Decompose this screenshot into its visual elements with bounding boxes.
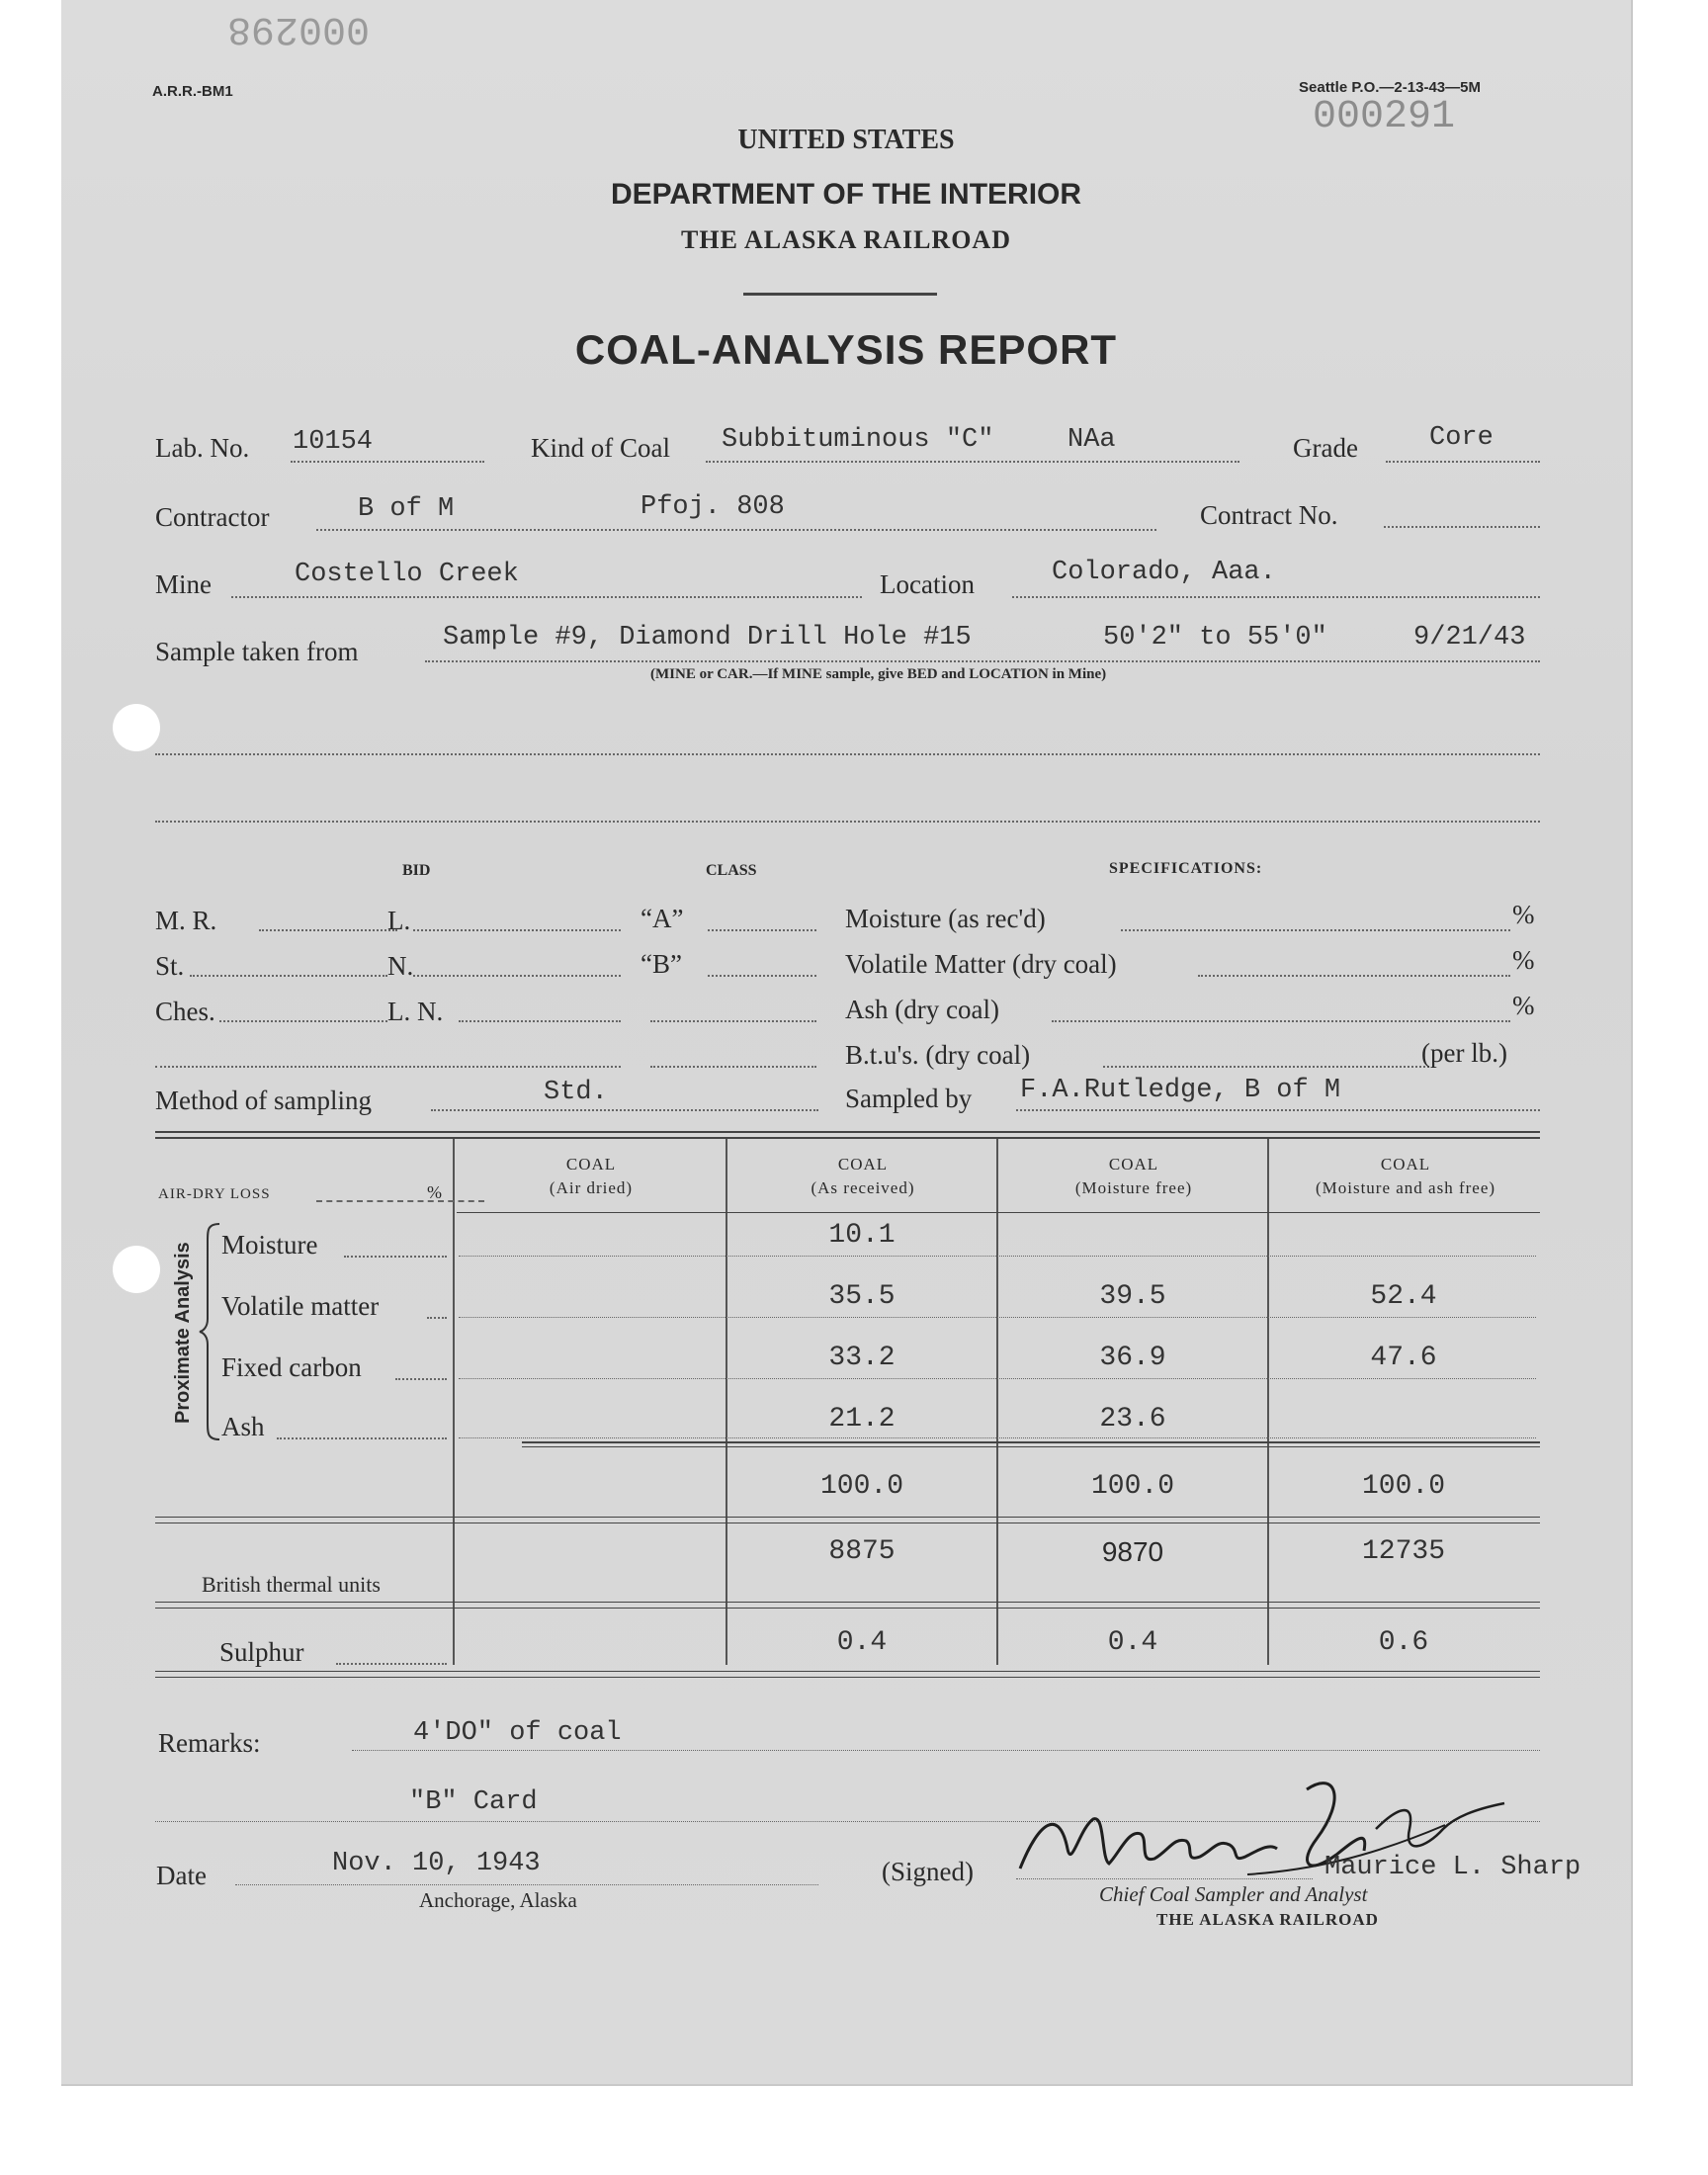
kind-label: Kind of Coal bbox=[531, 433, 670, 463]
contract-no-label: Contract No. bbox=[1200, 500, 1338, 530]
sample-line bbox=[425, 660, 1540, 662]
location-value: Colorado, Aaa. bbox=[1052, 558, 1276, 587]
remarks-label: Remarks: bbox=[158, 1728, 261, 1758]
col-header-moisture-ash-free: COAL (Moisture and ash free) bbox=[1315, 1155, 1496, 1197]
location-label: Location bbox=[880, 569, 975, 599]
kind-extra-value: NAa bbox=[1068, 425, 1116, 455]
signer-typed-name: Maurice L. Sharp bbox=[1324, 1853, 1581, 1882]
signer-title: Chief Coal Sampler and Analyst bbox=[1099, 1882, 1368, 1906]
row-label-line bbox=[277, 1437, 447, 1439]
class-a-label: “A” bbox=[640, 904, 684, 933]
col-header-as-received: COAL (As received) bbox=[811, 1155, 915, 1197]
air-dry-loss-pct: % bbox=[427, 1182, 442, 1202]
date-line bbox=[235, 1884, 818, 1885]
blank-line bbox=[155, 753, 1540, 755]
bid-line bbox=[459, 1020, 621, 1022]
class-b-label: “B” bbox=[640, 949, 682, 979]
row-label-line bbox=[427, 1317, 447, 1319]
lab-no-value: 10154 bbox=[293, 427, 374, 457]
report-sheet: A.R.R.-BM1 Seattle P.O.—2-13-43—5M 000298 000291 UNITED STATES DEPARTMENT OF THE INTERIOR THE ALASKA RAILROAD COAL-ANALYSIS REPORT Lab. No. 10154 Kind of Coal Subbituminous "C" NAa Grade Core Contractor B of M Pfoj. 808 Contract No. Mine Costello Creek Location Colorado, Aaa. Sample taken from Sample #9, Diamond Drill Hole #15 50'2" to 55'0" 9/21/43 (MINE or CAR.—If MINE sample, give BED and LOCATION in Mine) BID CLASS SPECIFICATIONS: M. R. L. “A” St. N. “B” Ches. L. N. Moisture (as rec'd) % Volatile Matter (dry coal) % Ash (dry coal) % B.t.u's. (dry coal) (per lb.) Method of sampling Std. Sampled by F.A.Rutledge, B of M COAL (Air dried) COAL (As received) COAL (Moisture free) COAL (Moisture and ash free) AIR-DRY LOSS % Proximate Analysis Moisture Volatile matter Fixed carbon Ash 10.1 35.5 39.5 52.4 33.2 36.9 47.6 21.2 23.6 100.0 100.0 100.0 8875 9870 12735 British thermal units Sulphur 0.4 0.4 0.6 Remarks: 4'DO" of coal "B" Card Date Nov. 10, 1943 Anchorage, Alaska (Signed) Maurice L. Sharp Chief Coal Sampler and Analyst THE ALASKA RAILROAD bbox=[61, 0, 1633, 2086]
sample-date-value: 9/21/43 bbox=[1413, 623, 1526, 652]
class-line bbox=[708, 929, 816, 931]
proximate-bracket bbox=[198, 1222, 223, 1441]
sampled-by-label: Sampled by bbox=[845, 1084, 973, 1113]
bid-line bbox=[413, 975, 621, 977]
method-label: Method of sampling bbox=[155, 1086, 372, 1115]
class-line bbox=[708, 975, 816, 977]
print-info: Seattle P.O.—2-13-43—5M bbox=[1299, 79, 1481, 96]
cell-btu-moisture-free: 9870 bbox=[1101, 1536, 1164, 1567]
mine-value: Costello Creek bbox=[295, 560, 519, 589]
header-rule bbox=[743, 293, 937, 296]
section-rule bbox=[155, 1517, 1540, 1518]
row-value-line bbox=[459, 1317, 1536, 1318]
cell-total-maf: 100.0 bbox=[1361, 1471, 1445, 1502]
header-line-2: DEPARTMENT OF THE INTERIOR bbox=[610, 178, 1082, 211]
table-col-divider bbox=[726, 1139, 727, 1665]
spec-ash-label: Ash (dry coal) bbox=[845, 995, 999, 1024]
sampled-by-value: F.A.Rutledge, B of M bbox=[1020, 1076, 1341, 1105]
spec-line bbox=[1121, 929, 1510, 931]
header-line-3: THE ALASKA RAILROAD bbox=[681, 225, 1011, 254]
class-line bbox=[650, 1020, 816, 1022]
bid-ln-label: L. N. bbox=[387, 997, 444, 1026]
mine-label: Mine bbox=[155, 569, 212, 599]
stamp-number-top-right: 000291 bbox=[1313, 95, 1456, 139]
sample-note: (MINE or CAR.—If MINE sample, give BED and LOCATION in Mine) bbox=[650, 666, 1107, 682]
location-line bbox=[1012, 596, 1540, 598]
spec-line bbox=[1103, 1066, 1429, 1068]
contract-no-line bbox=[1384, 526, 1540, 528]
spec-btu-label: B.t.u's. (dry coal) bbox=[845, 1040, 1031, 1070]
spec-volatile-label: Volatile Matter (dry coal) bbox=[845, 949, 1117, 979]
pct-sign: % bbox=[1512, 900, 1535, 929]
header-line-1: UNITED STATES bbox=[737, 125, 955, 155]
cell-total-as-received: 100.0 bbox=[819, 1471, 903, 1502]
air-dry-loss-label: AIR-DRY LOSS bbox=[158, 1186, 271, 1202]
air-dry-loss-line bbox=[316, 1200, 484, 1202]
cell-btu-as-received: 8875 bbox=[828, 1536, 896, 1567]
cell-total-moisture-free: 100.0 bbox=[1090, 1471, 1174, 1502]
cell-volatile-maf: 52.4 bbox=[1370, 1281, 1437, 1312]
kind-value: Subbituminous "C" bbox=[722, 425, 994, 455]
remark-2: "B" Card bbox=[409, 1787, 538, 1817]
table-top-rule bbox=[155, 1137, 1540, 1139]
total-rule bbox=[522, 1441, 1540, 1443]
method-value: Std. bbox=[544, 1078, 608, 1107]
cell-fixed-carbon-as-received: 33.2 bbox=[828, 1343, 896, 1373]
row-label-moisture: Moisture bbox=[221, 1230, 318, 1260]
punch-hole bbox=[113, 1246, 160, 1293]
cell-ash-as-received: 21.2 bbox=[828, 1404, 896, 1435]
cell-ash-moisture-free: 23.6 bbox=[1099, 1404, 1166, 1435]
section-rule bbox=[155, 1608, 1540, 1609]
sample-depth-value: 50'2" to 55'0" bbox=[1103, 623, 1327, 652]
table-col-divider bbox=[453, 1139, 455, 1665]
row-label-ash: Ash bbox=[221, 1412, 265, 1441]
cell-volatile-as-received: 35.5 bbox=[828, 1281, 896, 1312]
contractor-label: Contractor bbox=[155, 502, 270, 532]
bid-header: BID bbox=[402, 862, 431, 879]
table-bottom-rule bbox=[155, 1677, 1540, 1678]
table-col-divider bbox=[1267, 1139, 1269, 1665]
method-line bbox=[431, 1109, 818, 1111]
date-label: Date bbox=[156, 1861, 207, 1890]
grade-value: Core bbox=[1429, 423, 1494, 453]
table-top-rule bbox=[155, 1131, 1540, 1133]
cell-fixed-carbon-maf: 47.6 bbox=[1370, 1343, 1437, 1373]
row-value-line bbox=[459, 1378, 1536, 1379]
row-label-line bbox=[336, 1663, 447, 1665]
mine-line bbox=[231, 596, 862, 598]
spec-moisture-label: Moisture (as rec'd) bbox=[845, 904, 1046, 933]
spec-line bbox=[1198, 975, 1510, 977]
cell-btu-maf: 12735 bbox=[1361, 1536, 1445, 1567]
spec-line bbox=[1052, 1020, 1510, 1022]
signer-organization: THE ALASKA RAILROAD bbox=[1156, 1910, 1379, 1929]
bid-st-label: St. bbox=[155, 951, 185, 981]
specifications-header: SPECIFICATIONS: bbox=[1109, 860, 1263, 877]
bid-line bbox=[259, 929, 397, 931]
class-line bbox=[650, 1066, 816, 1068]
punch-hole bbox=[113, 704, 160, 751]
cell-sulphur-as-received: 0.4 bbox=[836, 1627, 888, 1658]
bid-line bbox=[155, 1066, 621, 1068]
contractor-value: B of M bbox=[358, 494, 455, 524]
total-rule bbox=[522, 1446, 1540, 1447]
table-header-rule bbox=[457, 1212, 1540, 1213]
section-rule bbox=[155, 1602, 1540, 1603]
kind-line bbox=[706, 461, 1239, 463]
cell-volatile-moisture-free: 39.5 bbox=[1099, 1281, 1166, 1312]
remark-1: 4'DO" of coal bbox=[413, 1718, 622, 1748]
remarks-line bbox=[352, 1750, 1540, 1751]
form-code: A.R.R.-BM1 bbox=[152, 83, 233, 100]
lab-no-label: Lab. No. bbox=[155, 433, 250, 463]
project-value: Pfoj. 808 bbox=[640, 492, 785, 522]
sampled-by-line bbox=[1016, 1109, 1540, 1111]
date-place: Anchorage, Alaska bbox=[419, 1888, 577, 1912]
sulphur-label: Sulphur bbox=[219, 1637, 304, 1667]
lab-no-line bbox=[291, 461, 484, 463]
row-label-volatile-matter: Volatile matter bbox=[221, 1291, 380, 1321]
signed-label: (Signed) bbox=[882, 1857, 974, 1886]
stamp-number-top-left: 000298 bbox=[227, 6, 371, 50]
btu-label: British thermal units bbox=[202, 1572, 381, 1597]
row-label-line bbox=[344, 1256, 447, 1258]
bid-line bbox=[190, 975, 387, 977]
col-header-moisture-free: COAL (Moisture free) bbox=[1074, 1155, 1193, 1197]
table-col-divider bbox=[996, 1139, 998, 1665]
bid-mr-label: M. R. bbox=[155, 906, 217, 935]
pct-sign: % bbox=[1512, 991, 1535, 1020]
cell-sulphur-moisture-free: 0.4 bbox=[1107, 1627, 1158, 1658]
sample-label: Sample taken from bbox=[155, 637, 359, 666]
row-value-line bbox=[459, 1256, 1536, 1257]
row-label-fixed-carbon: Fixed carbon bbox=[221, 1352, 362, 1382]
sample-value: Sample #9, Diamond Drill Hole #15 bbox=[443, 623, 972, 652]
cell-moisture-as-received: 10.1 bbox=[828, 1220, 896, 1251]
date-value: Nov. 10, 1943 bbox=[332, 1849, 541, 1878]
row-label-line bbox=[395, 1378, 447, 1380]
col-header-air-dried: COAL (Air dried) bbox=[549, 1155, 634, 1197]
pct-sign: % bbox=[1512, 945, 1535, 975]
bid-l-label: L. bbox=[387, 906, 411, 935]
row-value-line bbox=[459, 1437, 1536, 1438]
grade-label: Grade bbox=[1293, 433, 1358, 463]
cell-sulphur-maf: 0.6 bbox=[1378, 1627, 1429, 1658]
section-rule bbox=[155, 1522, 1540, 1523]
bid-line bbox=[413, 929, 621, 931]
table-bottom-rule bbox=[155, 1671, 1540, 1672]
contractor-line bbox=[316, 529, 1156, 531]
bid-n-label: N. bbox=[387, 951, 414, 981]
page-title: COAL-ANALYSIS REPORT bbox=[574, 326, 1118, 373]
per-lb-label: (per lb.) bbox=[1421, 1038, 1507, 1068]
bid-ches-label: Ches. bbox=[155, 997, 215, 1026]
cell-fixed-carbon-moisture-free: 36.9 bbox=[1099, 1343, 1166, 1373]
grade-line bbox=[1386, 461, 1540, 463]
bid-line bbox=[219, 1020, 387, 1022]
class-header: CLASS bbox=[706, 862, 757, 879]
blank-line bbox=[155, 821, 1540, 823]
